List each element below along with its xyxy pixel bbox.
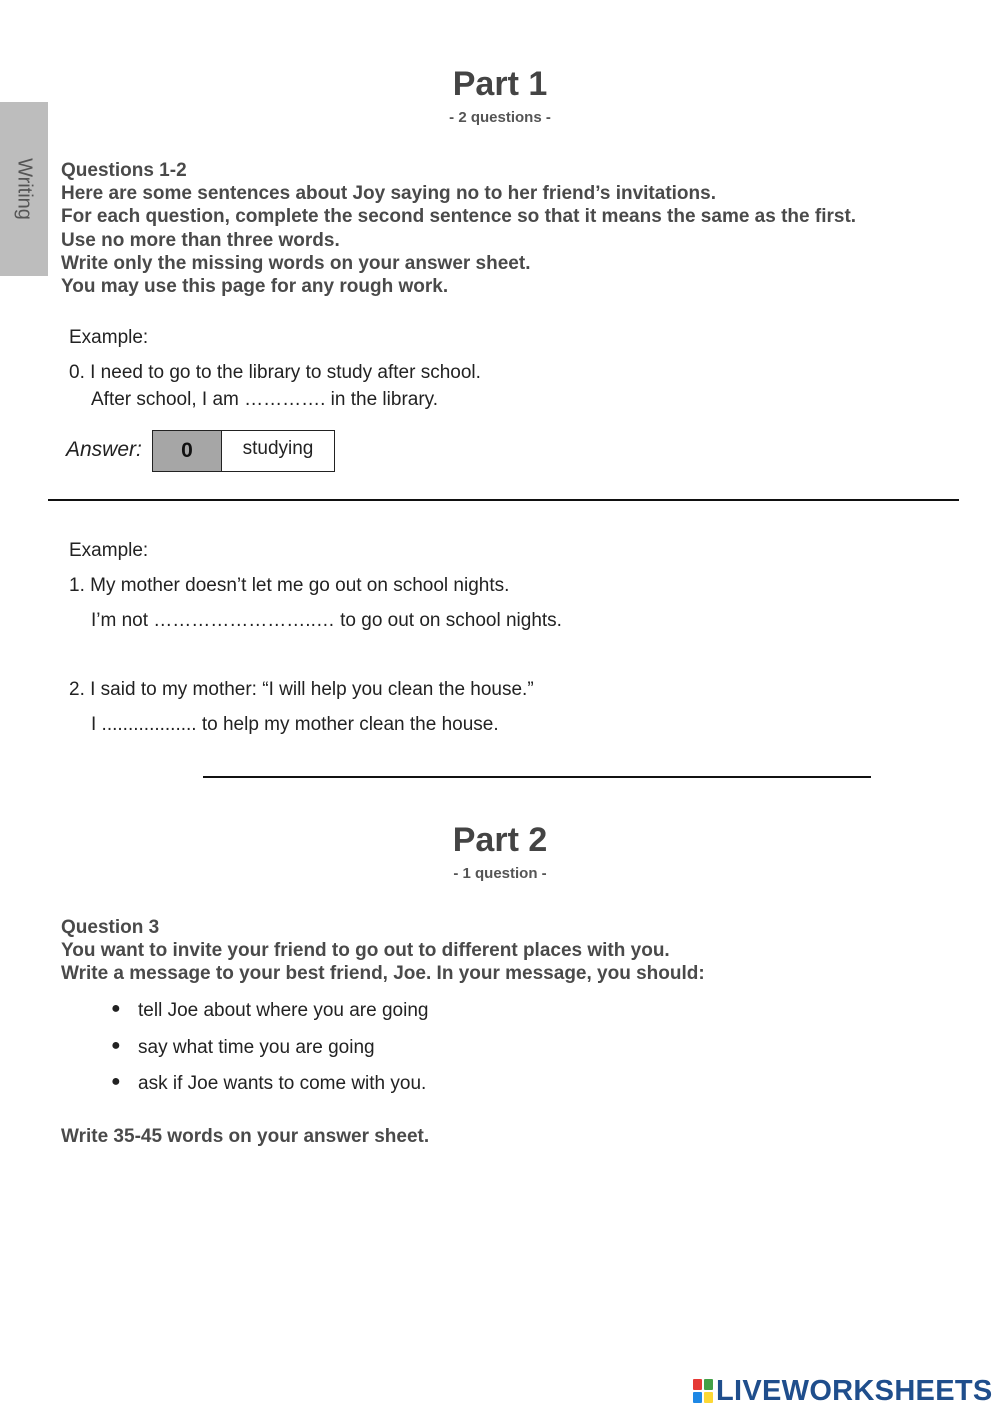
part2-title: Part 2 — [452, 821, 548, 859]
logo-square — [704, 1392, 713, 1403]
side-tab-label: Writing — [13, 158, 36, 220]
instruction-line: Question 3 — [61, 917, 160, 938]
instruction-line: Here are some sentences about Joy saying no to her friend’s invitations. — [61, 183, 716, 205]
example-rewrite: After school, I am …………. in the library. — [91, 389, 439, 410]
part1-title: Part 1 — [452, 65, 548, 103]
question-2-rewrite: I .................. to help my mother clean the house. — [91, 714, 499, 735]
writing-side-tab — [0, 102, 48, 276]
logo-square — [693, 1379, 702, 1390]
example-answer-box — [152, 430, 335, 472]
instruction-line: Write a message to your best friend, Joe. In your message, you should: — [61, 963, 705, 985]
instruction-line: Use no more than three words. — [61, 229, 340, 251]
instruction-line: Questions 1-2 — [61, 160, 187, 181]
example-label: Example: — [69, 327, 149, 348]
instruction-line: Write only the missing words on your answer sheet. — [61, 252, 531, 274]
section-divider — [48, 499, 959, 501]
instruction-line: For each question, complete the second sentence so that it means the same as the first. — [61, 206, 857, 228]
list-item: ● ask if Joe wants to come with you. — [111, 1073, 427, 1094]
part1-instructions — [61, 159, 856, 298]
word-count-instruction: Write 35-45 words on your answer sheet. — [61, 1126, 430, 1147]
instruction-line: You want to invite your friend to go out to different places with you. — [61, 940, 670, 962]
logo-icon — [693, 1379, 713, 1403]
question-2-sentence: 2. I said to my mother: “I will help you clean the house.” — [69, 679, 534, 700]
question-1-sentence: 1. My mother doesn’t let me go out on school nights. — [69, 575, 510, 596]
example-sentence: 0. I need to go to the library to study after school. — [69, 362, 481, 383]
list-item: ● say what time you are going — [111, 1037, 375, 1058]
answer-number-cell: 0 — [153, 431, 222, 471]
logo-square — [704, 1379, 713, 1390]
instruction-line: You may use this page for any rough work. — [61, 276, 449, 298]
question-1-rewrite: I’m not ……………………..… to go out on school nights. — [91, 610, 562, 631]
liveworksheets-logo — [693, 1374, 993, 1408]
logo-square — [693, 1392, 702, 1403]
part2-subtitle: - 1 question - — [453, 865, 547, 882]
list-item: ● tell Joe about where you are going — [111, 1000, 429, 1021]
part-divider — [203, 776, 871, 778]
exercise-label: Example: — [69, 540, 149, 561]
part1-subtitle: - 2 questions - — [449, 109, 551, 126]
logo-text: LIVEWORKSHEETS — [716, 1374, 993, 1407]
answer-label: Answer: — [66, 438, 142, 461]
answer-text-cell: studying — [242, 438, 314, 459]
part2-instructions — [61, 916, 705, 986]
